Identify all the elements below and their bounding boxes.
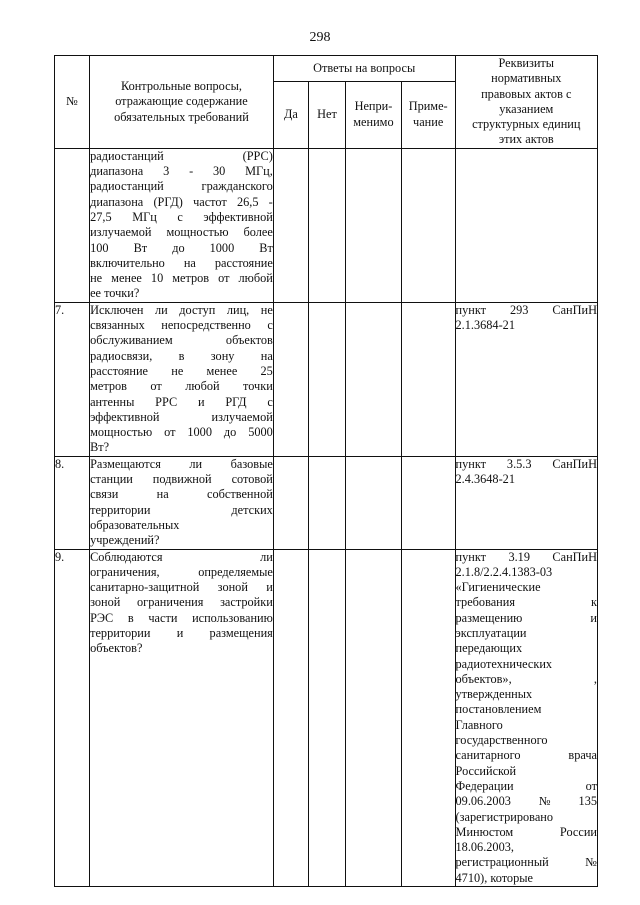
text-line: 27,5 МГц с эффективной — [90, 209, 273, 224]
row-number — [55, 148, 90, 302]
answer-no-cell — [308, 456, 345, 549]
header-yes: Да — [273, 81, 308, 148]
text-line: диапазона 3 - 30 МГц, — [90, 164, 273, 179]
answer-yes-cell — [273, 456, 308, 549]
text-line: регистрационный № — [455, 855, 597, 870]
text-line: требования к — [455, 595, 597, 610]
text-line: пункт 3.19 СанПиН — [455, 549, 597, 564]
text-line: объектов», , — [455, 671, 597, 686]
header-question — [90, 56, 274, 149]
text-line: диапазона (РГД) частот 26,5 - — [90, 194, 273, 209]
text-line: учреждений? — [90, 533, 160, 548]
text-line: радиостанций (РРС) — [90, 148, 273, 163]
refs-cell — [455, 302, 597, 456]
header-line: Контрольные вопросы, — [120, 78, 242, 93]
text-line: передающих — [455, 641, 523, 656]
text-line: связи на собственной — [90, 487, 273, 502]
text-line: мощностью от 1000 до 5000 — [90, 425, 273, 440]
header-line: нормативных — [491, 71, 562, 86]
answer-no-cell — [308, 148, 345, 302]
header-no: Нет — [308, 81, 345, 148]
text-line: метров от любой точки — [90, 379, 273, 394]
header-line: обязательных требований — [114, 109, 249, 124]
header-line: Приме- — [408, 99, 448, 114]
text-line: расстояние не менее 25 — [90, 363, 273, 378]
text-line: Федерации от — [455, 778, 597, 793]
header-line: указанием — [499, 101, 554, 116]
text-line: ограничения, определяемые — [90, 564, 273, 579]
text-line: пункт 3.5.3 СанПиН — [455, 456, 597, 471]
question-cell — [90, 148, 274, 302]
table-row — [55, 148, 598, 302]
question-cell — [90, 302, 274, 456]
text-line: Размещаются ли базовые — [90, 456, 273, 471]
text-line: территории и размещения — [90, 625, 273, 640]
text-line: территории детских — [90, 502, 273, 517]
text-line: 4710), которые — [455, 870, 533, 885]
text-line: Соблюдаются ли — [90, 549, 273, 564]
answer-yes-cell — [273, 549, 308, 887]
text-line: 2.1.8/2.2.4.1383-03 — [455, 564, 553, 579]
header-line: этих актов — [498, 132, 554, 147]
header-line: Непри- — [354, 99, 393, 114]
text-line: антенны РРС и РГД с — [90, 394, 273, 409]
refs-cell — [455, 148, 597, 302]
text-line: постановлением — [455, 702, 542, 717]
text-line: 2.1.3684-21 — [455, 318, 515, 333]
text-line: санитарно-защитной зоной и — [90, 580, 273, 595]
answer-note-cell — [401, 148, 455, 302]
row-number: 7. — [55, 302, 90, 456]
header-line: менимо — [353, 114, 394, 129]
text-line: утвержденных — [455, 687, 533, 702]
page-number: 298 — [309, 30, 331, 45]
answer-note-cell — [401, 549, 455, 887]
refs-cell — [455, 549, 597, 887]
text-line: ее точки? — [90, 286, 140, 301]
text-line: обслуживанием объектов — [90, 333, 273, 348]
header-num: № — [55, 56, 90, 149]
answer-note-cell — [401, 456, 455, 549]
text-line: Российской — [455, 763, 517, 778]
table-row — [55, 456, 598, 549]
text-line: санитарного врача — [455, 748, 597, 763]
text-line: связанных непосредственно с — [90, 318, 273, 333]
text-line: зоной ограничения застройки — [90, 595, 273, 610]
header-line: чание — [413, 114, 444, 129]
text-line: радиостанций гражданского — [90, 179, 273, 194]
answer-no-cell — [308, 549, 345, 887]
header-line: Реквизиты — [498, 56, 555, 70]
text-line: размещению и — [455, 610, 597, 625]
text-line: Главного — [455, 717, 503, 732]
question-cell — [90, 549, 274, 887]
answer-na-cell — [346, 148, 402, 302]
text-line: радиосвязи, в зону на — [90, 348, 273, 363]
header-line: структурных единиц — [472, 117, 581, 132]
answer-na-cell — [346, 549, 402, 887]
text-line: Исключен ли доступ лиц, не — [90, 302, 273, 317]
text-line: излучаемой мощностью более — [90, 225, 273, 240]
row-number: 9. — [55, 549, 90, 887]
header-answers-group: Ответы на вопросы — [273, 56, 455, 82]
table-row — [55, 302, 598, 456]
text-line: 18.06.2003, — [455, 840, 514, 855]
text-line: государственного — [455, 733, 548, 748]
answer-no-cell — [308, 302, 345, 456]
text-line: не менее 10 метров от любой — [90, 271, 273, 286]
text-line: «Гигиенические — [455, 580, 541, 595]
text-line: эксплуатации — [455, 625, 527, 640]
text-line: Вт? — [90, 440, 110, 455]
table-row — [55, 549, 598, 887]
header-not-applicable — [346, 81, 402, 148]
question-cell — [90, 456, 274, 549]
text-line: (зарегистрировано — [455, 809, 554, 824]
answer-yes-cell — [273, 148, 308, 302]
answer-yes-cell — [273, 302, 308, 456]
text-line: пункт 293 СанПиН — [455, 302, 597, 317]
answer-note-cell — [401, 302, 455, 456]
text-line: объектов? — [90, 641, 143, 656]
text-line: включительно на расстояние — [90, 255, 273, 270]
checklist-table — [54, 55, 598, 887]
text-line: образовательных — [90, 517, 180, 532]
answer-na-cell — [346, 456, 402, 549]
header-line: отражающие содержание — [115, 94, 248, 109]
text-line: 2.4.3648-21 — [455, 472, 515, 487]
text-line: радиотехнических — [455, 656, 553, 671]
text-line: 09.06.2003 № 135 — [455, 794, 597, 809]
answer-na-cell — [346, 302, 402, 456]
row-number: 8. — [55, 456, 90, 549]
header-line: правовых актов с — [481, 86, 572, 101]
text-line: РЭС в части использованию — [90, 610, 273, 625]
header-note — [401, 81, 455, 148]
refs-cell — [455, 456, 597, 549]
text-line: станции подвижной сотовой — [90, 472, 273, 487]
text-line: 100 Вт до 1000 Вт — [90, 240, 273, 255]
text-line: эффективной излучаемой — [90, 409, 273, 424]
text-line: Минюстом России — [455, 824, 597, 839]
header-refs — [455, 56, 597, 149]
